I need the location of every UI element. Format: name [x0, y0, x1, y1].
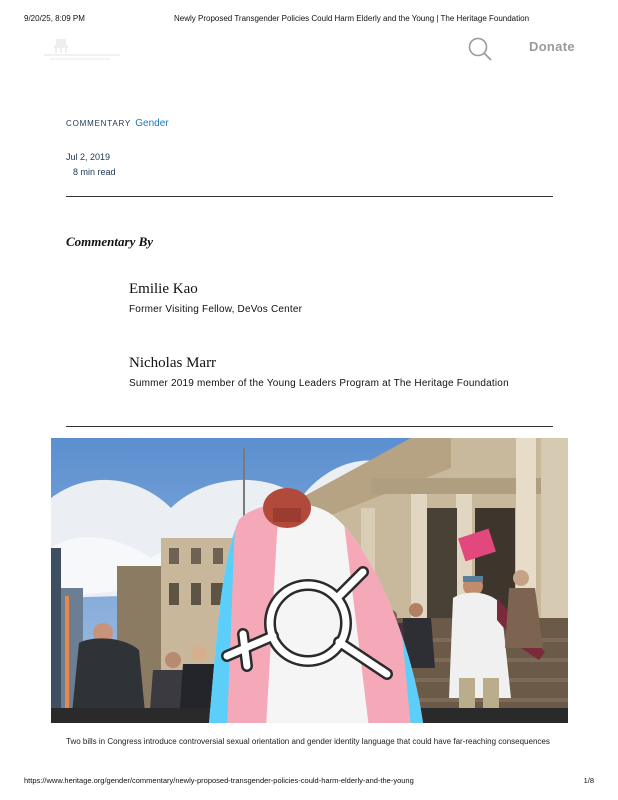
print-page-number: 1/8: [583, 776, 594, 785]
article-type-label: COMMENTARY: [66, 119, 132, 128]
commentary-by-heading: Commentary By: [66, 234, 154, 249]
read-time: 8 min read: [73, 167, 116, 177]
author-name-link[interactable]: Emilie Kao: [129, 281, 198, 297]
donate-button[interactable]: Donate: [529, 39, 575, 54]
print-footer: [24, 776, 594, 788]
print-page-title: Newly Proposed Transgender Policies Could Harm Elderly and the Young | The Heritage Foundation: [174, 14, 530, 23]
heritage-foundation-logo[interactable]: [40, 38, 124, 62]
author-name-link[interactable]: Nicholas Marr: [129, 355, 217, 371]
topic-link-gender[interactable]: Gender: [135, 118, 169, 129]
site-header: [0, 34, 618, 66]
print-datetime: 9/20/25, 8:09 PM: [24, 14, 85, 23]
article-eyebrow: [66, 118, 169, 129]
author-role: Former Visiting Fellow, DeVos Center: [129, 304, 303, 315]
publish-date: Jul 2, 2019: [66, 152, 111, 162]
author-role: Summer 2019 member of the Young Leaders Program at The Heritage Foundation: [129, 378, 509, 389]
divider: [66, 196, 553, 197]
hero-image: [51, 438, 568, 723]
print-url: https://www.heritage.org/gender/commentary/newly-proposed-transgender-policies-could-harm-elderly-and-the-young: [24, 776, 414, 785]
print-header: [24, 14, 594, 28]
image-caption: Two bills in Congress introduce controversial sexual orientation and gender identity language that could have far-reaching consequences: [66, 737, 550, 746]
divider: [66, 426, 553, 427]
search-icon[interactable]: [467, 36, 493, 62]
